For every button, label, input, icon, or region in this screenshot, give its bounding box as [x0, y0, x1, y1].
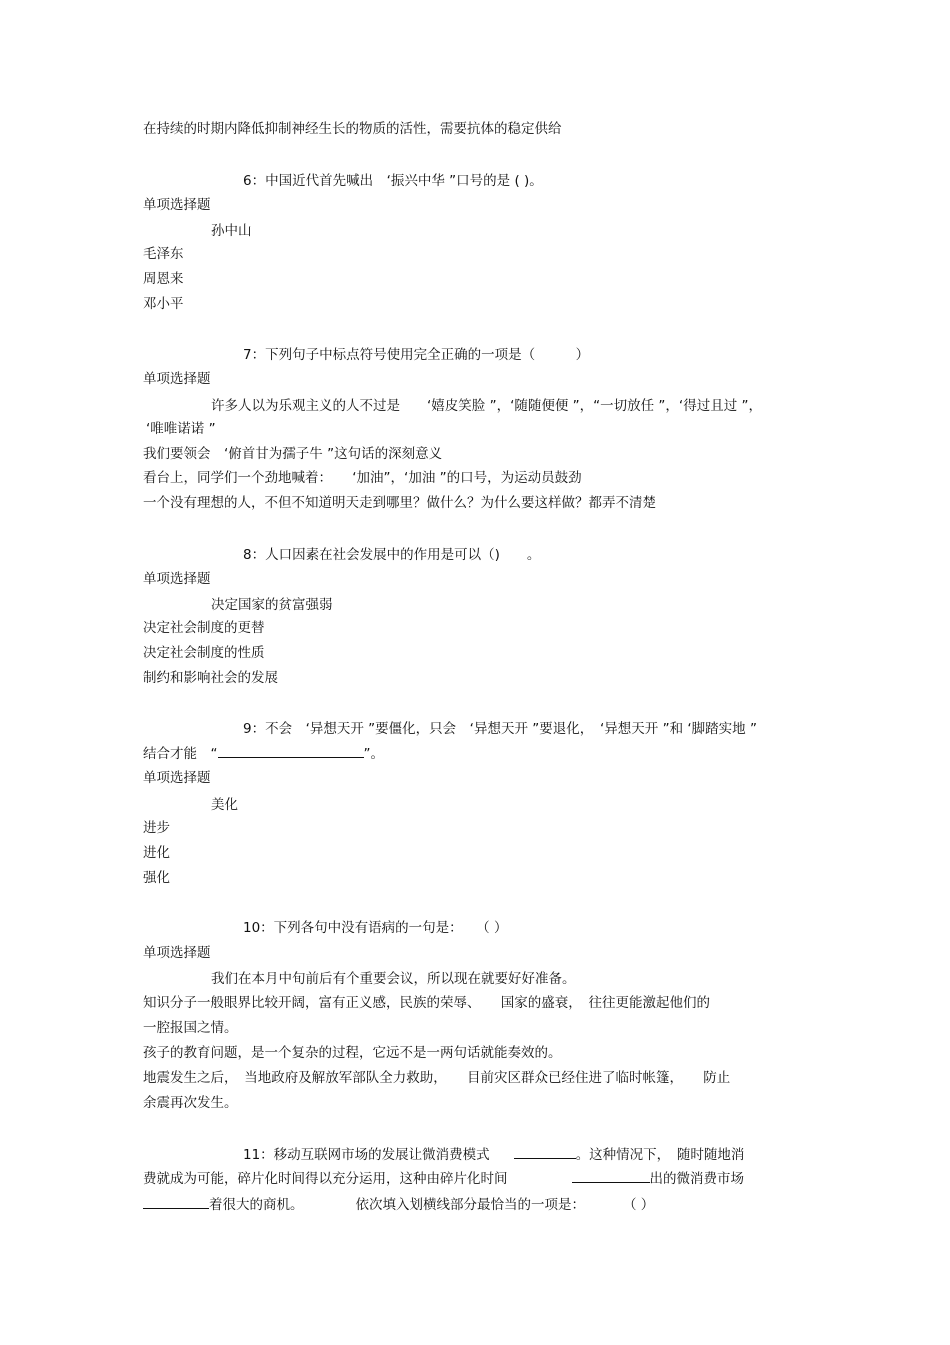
q9-type: 单项选择题 — [143, 770, 211, 786]
q7-option-b: 我们要领会 ‘俯首甘为孺子牛 ”这句话的深刻意义 — [143, 446, 443, 462]
q9-stem-line2-prefix: 结合才能 “ — [143, 746, 218, 762]
q10-option-d-line2: 余震再次发生。 — [143, 1095, 238, 1111]
q11-line3-text-c: （ ） — [623, 1197, 655, 1213]
q8-option-d: 制约和影响社会的发展 — [143, 670, 278, 686]
q8-stem: 8：人口因素在社会发展中的作用是可以（) 。 — [243, 547, 541, 563]
q6-option-c: 周恩来 — [143, 271, 184, 287]
q9-stem-line2 — [143, 744, 384, 763]
q8-option-b: 决定社会制度的更替 — [143, 620, 265, 636]
q7-option-c: 看台上，同学们一个劲地喊着： ‘加油”，‘加油 ”的口号，为运动员鼓劲 — [143, 470, 582, 486]
q11-line2-text-b: 出的微消费市场 — [649, 1171, 744, 1187]
q5-option-d-tail: 在持续的时期内降低抑制神经生长的物质的活性，需要抗体的稳定供给 — [143, 121, 562, 137]
q11-line2-text-a: 费就成为可能，碎片化时间得以充分运用，这种由碎片化时间 — [143, 1171, 508, 1187]
q8-option-a: 决定国家的贫富强弱 — [211, 597, 333, 613]
q8-option-c: 决定社会制度的性质 — [143, 645, 265, 661]
q10-option-b-line2: 一腔报国之情。 — [143, 1020, 238, 1036]
q11-line3 — [143, 1195, 654, 1214]
q10-type: 单项选择题 — [143, 945, 211, 961]
q10-option-d-line1: 地震发生之后， 当地政府及解放军部队全力救助， 目前灾区群众已经住进了临时帐篷， 防止 — [143, 1070, 731, 1086]
q6-stem: 6：中国近代首先喊出 ‘振兴中华 ”口号的是 ( )。 — [243, 173, 543, 189]
q10-option-a: 我们在本月中旬前后有个重要会议，所以现在就要好好准备。 — [211, 971, 576, 987]
q9-option-c: 进化 — [143, 845, 170, 861]
q7-option-a-line2: ‘唯唯诺诺 ” — [146, 421, 216, 437]
q7-type: 单项选择题 — [143, 371, 211, 387]
q11-line3-text-a: 着很大的商机。 — [209, 1197, 304, 1213]
q9-stem-line1: 9：不会 ‘异想天开 ”要僵化，只会 ‘异想天开 ”要退化， ‘异想天开 ”和 ‘脚踏实地 ” — [243, 721, 757, 737]
q11-line2 — [143, 1169, 744, 1188]
q9-stem-line2-suffix: ”。 — [363, 746, 384, 762]
q10-stem: 10：下列各句中没有语病的一句是： （ ） — [243, 920, 508, 936]
q7-stem: 7：下列句子中标点符号使用完全正确的一项是（ ） — [243, 347, 590, 363]
q11-line1-text-a: 11：移动互联网市场的发展让微消费模式 — [243, 1147, 490, 1163]
q6-option-d: 邓小平 — [143, 296, 184, 312]
q6-type: 单项选择题 — [143, 197, 211, 213]
q7-option-d: 一个没有理想的人，不但不知道明天走到哪里？做什么？为什么要这样做？都弄不清楚 — [143, 495, 656, 511]
q11-blank-2 — [572, 1169, 650, 1183]
q9-option-d: 强化 — [143, 870, 170, 886]
q9-answer-blank — [218, 744, 364, 758]
q9-option-b: 进步 — [143, 820, 170, 836]
q6-option-b: 毛泽东 — [143, 246, 184, 262]
q11-line1-text-b: 。这种情况下， 随时随地消 — [575, 1147, 745, 1163]
q6-option-a: 孙中山 — [211, 223, 252, 239]
q9-option-a: 美化 — [211, 797, 238, 813]
q11-line1 — [243, 1145, 744, 1164]
q10-option-c: 孩子的教育问题，是一个复杂的过程，它远不是一两句话就能奏效的。 — [143, 1045, 562, 1061]
q7-option-a-line1: 许多人以为乐观主义的人不过是 ‘嬉皮笑脸 ”，‘随随便便 ”，“一切放任 ”，‘得过且过 ”， — [211, 398, 763, 414]
q11-line3-text-b: 依次填入划横线部分最恰当的一项是： — [355, 1197, 585, 1213]
q8-type: 单项选择题 — [143, 571, 211, 587]
q11-blank-3 — [143, 1195, 209, 1209]
q11-blank-1 — [514, 1145, 576, 1159]
q10-option-b-line1: 知识分子一般眼界比较开阔，富有正义感，民族的荣辱、 国家的盛衰， 往往更能激起他们的 — [143, 995, 710, 1011]
